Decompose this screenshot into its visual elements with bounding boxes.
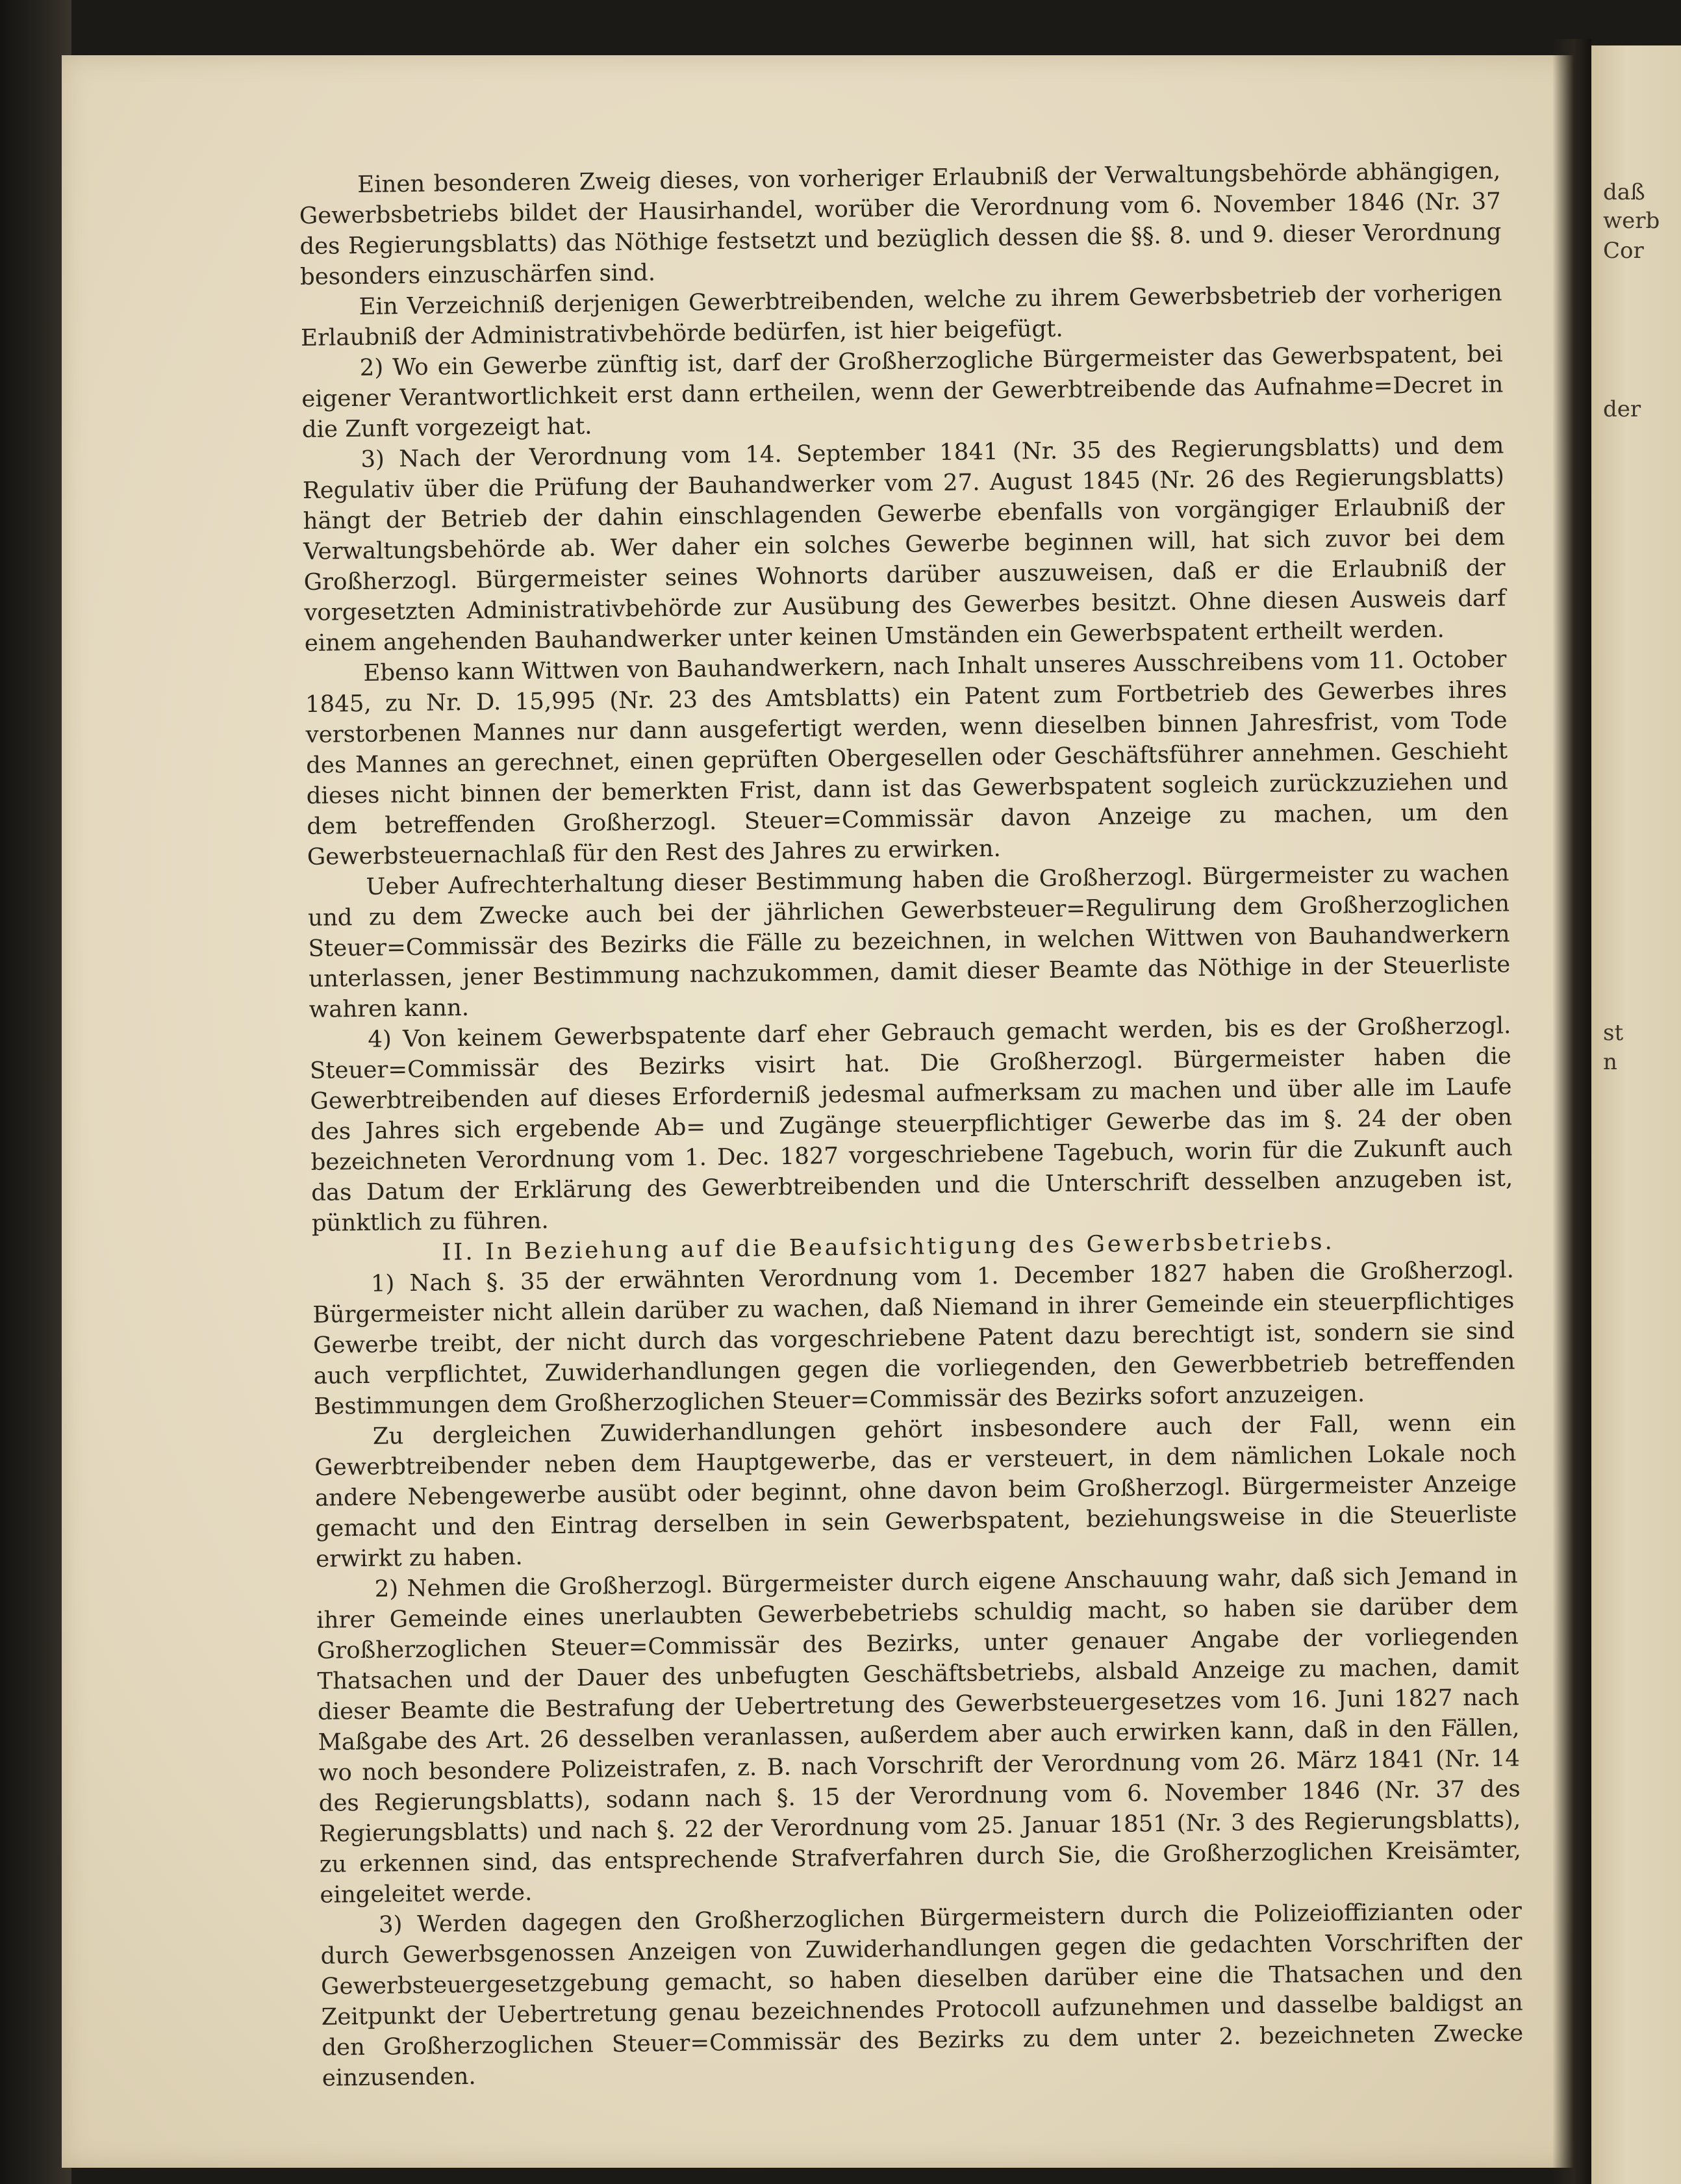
section-heading: II. In Beziehung auf die Beaufsichtigung des Gewerbsbetriebs.: [442, 1228, 1335, 1266]
paragraph: Ebenso kann Wittwen von Bauhandwerkern, nach Inhalt unseres Ausschreibens vom 11. October 1845, zu Nr. D. 15,995 (Nr. 23 des Amtsblatts) ein Patent zum Fortbetrieb des Gewerbes ihres verstorbenen Mannes nur dann ausgefertigt werden, wenn dieselben binnen Jahresfrist, vom Tode des Mannes an gerechnet, einen geprüften Obergesellen oder Geschäftsführer annehmen. Geschieht dieses nicht binnen der bemerkten Frist, dann ist das Gewerbspatent sogleich zurückzuziehen und dem betreffenden Großherzogl. Steuer=Commissär davon Anzeige zu machen, um den Gewerbsteuernachlaß für den Rest des Jahres zu erwirken.: [305, 646, 1509, 870]
paragraph: Ueber Aufrechterhaltung dieser Bestimmung haben die Großherzogl. Bürgermeister zu wachen und zu dem Zwecke auch bei der jährlichen Gewerbsteuer=Regulirung dem Großherzoglichen Steuer=Commissär des Bezirks die Fälle zu bezeichnen, in welchen Wittwen von Bauhandwerkern unterlassen, jener Bestimmung nachzukommen, damit dieser Beamte das Nöthige in der Steuerliste wahren kann.: [307, 859, 1511, 1023]
book-gutter: [1552, 39, 1591, 2184]
paragraph: 3) Werden dagegen den Großherzoglichen Bürgermeistern durch die Polizeioffizianten oder durch Gewerbsgenossen Anzeigen von Zuwiderhandlungen gegen die gedachten Vorschriften der Gewerbsteuergesetzgebung gemacht, so haben dieselben darüber eine die Thatsachen und den Zeitpunkt der Uebertretung genau bezeichnendes Protocoll aufzunehmen und dasselbe baldigst an den Großherzoglichen Steuer=Commissär des Bezirks zu dem unter 2. bezeichneten Zwecke einzusenden.: [320, 1898, 1524, 2092]
document-body: [299, 155, 1524, 2093]
paragraph: 2) Wo ein Gewerbe zünftig ist, darf der Großherzogliche Bürgermeister das Gewerbspatent, bei eigener Verantwortlichkeit erst dann ertheilen, wenn der Gewerbtreibende das Aufnahme=Decret in die Zunft vorgezeigt hat.: [301, 340, 1504, 443]
paragraph: Einen besonderen Zweig dieses, von vorheriger Erlaubniß der Verwaltungsbehörde abhängigen, Gewerbsbetriebs bildet der Hausirhandel, worüber die Verordnung vom 6. November 1846 (Nr. 37 des Regierungsblatts) das Nöthige festsetzt und bezüglich dessen die §§. 8. und 9. dieser Verordnung besonders einzuschärfen sind.: [299, 157, 1502, 290]
paragraph: 2) Nehmen die Großherzogl. Bürgermeister durch eigene Anschauung wahr, daß sich Jemand in ihrer Gemeinde eines unerlaubten Gewerbebetriebs schuldig macht, so haben sie darüber dem Großherzoglichen Steuer=Commissär des Bezirks, unter genauer Angabe der vorliegenden Thatsachen und der Dauer des unbefugten Geschäftsbetriebs, alsbald Anzeige zu machen, damit dieser Beamte die Bestrafung der Uebertretung des Gewerbsteuergesetzes vom 16. Juni 1827 nach Maßgabe des Art. 26 desselben veranlassen, außerdem aber auch erwirken kann, daß in den Fällen, wo noch besondere Polizeistrafen, z. B. nach Vorschrift der Verordnung vom 26. März 1841 (Nr. 14 des Regierungsblatts), sodann nach §. 15 der Verordnung vom 6. November 1846 (Nr. 37 des Regierungsblatts) und nach §. 22 der Verordnung vom 25. Januar 1851 (Nr. 3 des Regierungsblatts), zu erkennen sind, das entsprechende Strafverfahren durch Sie, die Großherzoglichen Kreisämter, eingeleitet werde.: [316, 1562, 1521, 1909]
paragraph: Ein Verzeichniß derjenigen Gewerbtreibenden, welche zu ihrem Gewerbsbetrieb der vorherigen Erlaubniß der Administrativbehörde bedürfen, ist hier beigefügt.: [300, 279, 1502, 351]
facing-page-fragment: st: [1603, 1020, 1624, 1046]
paragraph: 4) Von keinem Gewerbspatente darf eher Gebrauch gemacht werden, bis es der Großherzogl. Steuer=Commissär des Bezirks visirt hat. Die Großherzogl. Bürgermeister haben die Gewerbtreibenden auf dieses Erforderniß jedesmal aufmerksam zu machen und über alle im Laufe des Jahres sich ergebende Ab= und Zugänge steuerpflichtiger Gewerbe das im §. 24 der oben bezeichneten Verordnung vom 1. Dec. 1827 vorgeschriebene Tagebuch, worin für die Zukunft auch das Datum der Erklärung des Gewerbtreibenden und die Unterschrift desselben anzugeben ist, pünktlich zu führen.: [309, 1012, 1513, 1237]
paragraph: 1) Nach §. 35 der erwähnten Verordnung vom 1. December 1827 haben die Großherzogl. Bürgermeister nicht allein darüber zu wachen, daß Niemand in ihrer Gemeinde ein steuerpflichtiges Gewerbe treibt, der nicht durch das vorgeschriebene Patent dazu berechtigt ist, sondern sie sind auch verpflichtet, Zuwiderhandlungen gegen die vorliegenden, den Gewerbbetrieb betreffenden Bestimmungen dem Großherzoglichen Steuer=Commissär des Bezirks sofort anzuzeigen.: [312, 1256, 1515, 1420]
paragraph: 3) Nach der Verordnung vom 14. September 1841 (Nr. 35 des Regierungsblatts) und dem Regulativ über die Prüfung der Bauhandwerker vom 27. August 1845 (Nr. 26 des Regierungsblatts) hängt der Betrieb der dahin einschlagenden Gewerbe ebenfalls von vorgängiger Erlaubniß der Verwaltungsbehörde ab. Wer daher ein solches Gewerbe beginnen will, hat sich zuvor bei dem Großherzogl. Bürgermeister seines Wohnorts darüber auszuweisen, daß er die Erlaubniß der vorgesetzten Administrativbehörde zur Ausübung des Gewerbes besitzt. Ohne diesen Ausweis darf einem angehenden Bauhandwerker unter keinen Umständen ein Gewerbspatent ertheilt werden.: [302, 432, 1506, 657]
facing-page-fragment: n: [1603, 1049, 1617, 1075]
facing-page-fragment: daß: [1603, 179, 1645, 205]
paragraph: Zu dergleichen Zuwiderhandlungen gehört insbesondere auch der Fall, wenn ein Gewerbtreibender neben dem Hauptgewerbe, das er versteuert, in dem nämlichen Lokale noch andere Nebengewerbe ausübt oder beginnt, ohne davon beim Großherzogl. Bürgermeister Anzeige gemacht und den Eintrag derselben in sein Gewerbspatent, beziehungsweise in die Steuerliste erwirkt zu haben.: [314, 1409, 1517, 1573]
facing-page-fragment: Cor: [1603, 238, 1644, 264]
facing-page-edge: [1591, 45, 1681, 2184]
facing-page-fragment: der: [1603, 396, 1641, 422]
book-cover-edge: [0, 0, 71, 2184]
facing-page-fragment: werb: [1603, 208, 1660, 234]
